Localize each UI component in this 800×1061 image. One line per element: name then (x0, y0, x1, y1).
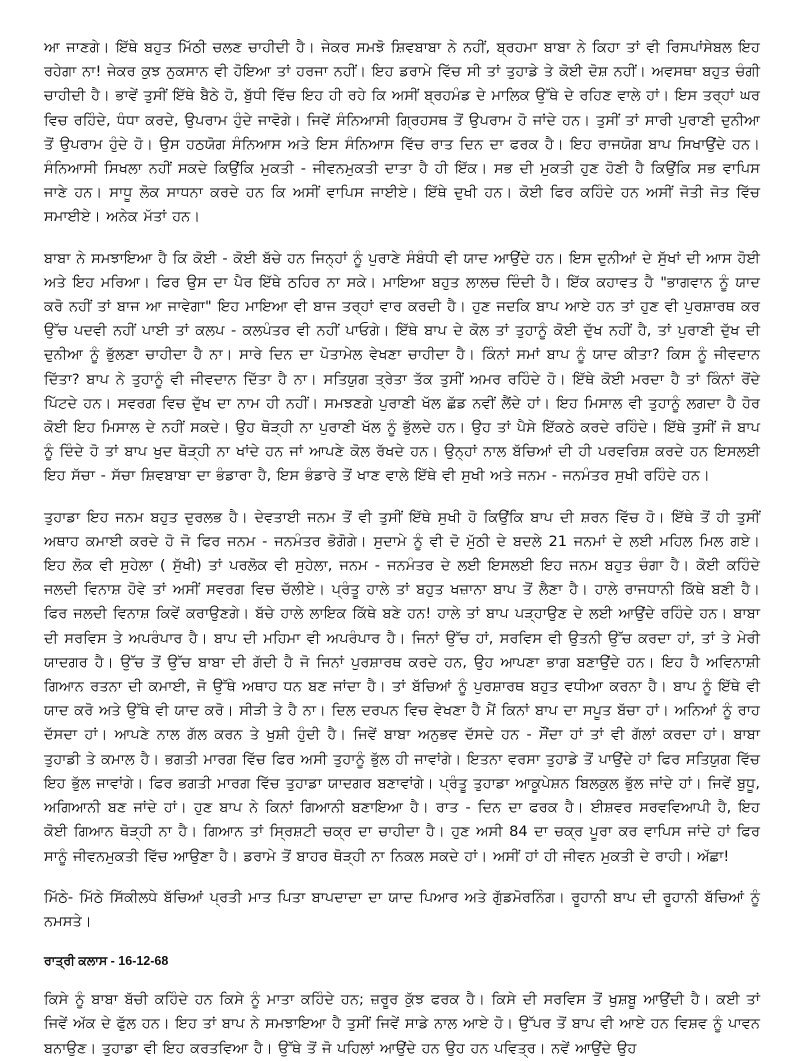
closing-greeting: ਮਿੱਠੇ- ਮਿੱਠੇ ਸਿੱਕੀਲਧੇ ਬੱਚਿਆਂ ਪ੍ਰਤੀ ਮਾਤ ਪਿਤਾ ਬਾਪਦਾਦਾ ਦਾ ਯਾਦ ਪਿਆਰ ਅਤੇ ਗੁੱਡਮੋਰਨਿੰਗ। ਰੂਹਾਨੀ ਬਾਪ ਦੀ ਰੂਹਾਨੀ ਬੱਚਿਆਂ ਨੂੰ ਨਮਸਤੇ। (44, 888, 760, 930)
paragraph-2: ਬਾਬਾ ਨੇ ਸਮਝਾਇਆ ਹੈ ਕਿ ਕੋਈ - ਕੋਈ ਬੱਚੇ ਹਨ ਜਿਨ੍ਹਾਂ ਨੂੰ ਪੁਰਾਣੇ ਸੰਬੰਧੀ ਵੀ ਯਾਦ ਆਉਂਦੇ ਹਨ। ਇਸ ਦੁਨੀਆਂ ਦੇ ਸੁੱਖਾਂ ਦੀ ਆਸ ਹੋਈ ਅਤੇ ਇਹ ਮਰਿਆ। ਫਿਰ ਉਸ ਦਾ ਪੈਰ ਇੱਥੇ ਠਹਿਰ ਨਾ ਸਕੇ। ਮਾਇਆ ਬਹੁਤ ਲਾਲਚ ਦਿੰਦੀ ਹੈ। ਇੱਕ ਕਹਾਵਤ ਹੈ "ਭਾਗਵਾਨ ਨੂੰ ਯਾਦ ਕਰੋ ਨਹੀਂ ਤਾਂ ਬਾਜ ਆ ਜਾਵੇਗਾ" ਇਹ ਮਾਇਆ ਵੀ ਬਾਜ ਤਰ੍ਹਾਂ ਵਾਰ ਕਰਦੀ ਹੈ। ਹੁਣ ਜਦਕਿ ਬਾਪ ਆਏ ਹਨ ਤਾਂ ਹੁਣ ਵੀ ਪੁਰਸ਼ਾਰਥ ਕਰ ਉੱਚ ਪਦਵੀ ਨਹੀਂ ਪਾਈ ਤਾਂ ਕਲਪ - ਕਲਪੰਤਰ ਵੀ ਨਹੀਂ ਪਾਓਗੇ। ਇੱਥੇ ਬਾਪ ਦੇ ਕੋਲ ਤਾਂ ਤੁਹਾਨੂੰ ਕੋਈ ਦੁੱਖ ਨਹੀਂ ਹੈ, ਤਾਂ ਪੁਰਾਣੀ ਦੁੱਖ ਦੀ ਦੁਨੀਆ ਨੂੰ ਭੁੱਲਣਾ ਚਾਹੀਦਾ ਹੈ ਨਾ। ਸਾਰੇ ਦਿਨ ਦਾ ਪੋਤਾਮੇਲ ਵੇਖਣਾ ਚਾਹੀਦਾ ਹੈ। ਕਿੰਨਾਂ ਸਮਾਂ ਬਾਪ ਨੂੰ ਯਾਦ ਕੀਤਾ? ਕਿਸ ਨੂੰ ਜੀਵਦਾਨ ਦਿੱਤਾ? ਬਾਪ ਨੇ ਤੁਹਾਨੂੰ ਵੀ ਜੀਵਦਾਨ ਦਿੱਤਾ ਹੈ ਨਾ। ਸਤਿਯੁਗ ਤ੍ਰੇਤਾ ਤੱਕ ਤੁਸੀਂ ਅਮਰ ਰਹਿੰਦੇ ਹੋ। ਇੱਥੇ ਕੋਈ ਮਰਦਾ ਹੈ ਤਾਂ ਕਿੰਨਾਂ ਰੋਂਦੇ ਪਿੱਟਦੇ ਹਨ। ਸਵਰਗ ਵਿਚ ਦੁੱਖ ਦਾ ਨਾਮ ਹੀ ਨਹੀਂ। ਸਮਝਣਗੇ ਪੁਰਾਣੀ ਖੱਲ ਛੱਡ ਨਵੀਂ ਲੈਂਦੇ ਹਾਂ। ਇਹ ਮਿਸਾਲ ਵੀ ਤੁਹਾਨੂੰ ਲਗਦਾ ਹੈ ਹੋਰ ਕੋਈ ਇਹ ਮਿਸਾਲ ਦੇ ਨਹੀਂ ਸਕਦੇ। ਉਹ ਥੋੜ੍ਹੀ ਨਾ ਪੁਰਾਣੀ ਖੱਲ ਨੂੰ ਭੁੱਲਦੇ ਹਨ। ਉਹ ਤਾਂ ਪੈਸੇ ਇੱਕਠੇ ਕਰਦੇ ਰਹਿੰਦੇ। ਇੱਥੇ ਤੁਸੀਂ ਜੋ ਬਾਪ ਨੂੰ ਦਿੰਦੇ ਹੋ ਤਾਂ ਬਾਪ ਖੁਦ ਥੋੜ੍ਹੀ ਨਾ ਖਾਂਦੇ ਹਨ ਜਾਂ ਆਪਣੇ ਕੋਲ ਰੱਖਦੇ ਹਨ। ਉਨ੍ਹਾਂ ਨਾਲ ਬੱਚਿਆਂ ਦੀ ਹੀ ਪਰਵਰਿਸ਼ ਕਰਦੇ ਹਨ ਇਸਲਈ ਇਹ ਸੱਚਾ - ਸੱਚਾ ਸ਼ਿਵਬਾਬਾ ਦਾ ਭੰਡਾਰਾ ਹੈ, ਇਸ ਭੰਡਾਰੇ ਤੋਂ ਖਾਣ ਵਾਲੇ ਇੱਥੇ ਵੀ ਸੁਖੀ ਅਤੇ ਜਨਮ - ਜਨਮੰਤਰ ਸੁਖੀ ਰਹਿੰਦੇ ਹਨ। (44, 249, 760, 485)
paragraph-gap (44, 230, 760, 247)
paragraph-gap (44, 869, 760, 886)
night-class-heading: ਰਾਤ੍ਰੀ ਕਲਾਸ - 16-12-68 (44, 954, 169, 969)
paragraph-3: ਤੁਹਾਡਾ ਇਹ ਜਨਮ ਬਹੁਤ ਦੁਰਲਭ ਹੈ। ਦੇਵਤਾਈ ਜਨਮ ਤੋਂ ਵੀ ਤੁਸੀਂ ਇੱਥੇ ਸੁਖੀ ਹੋ ਕਿਉਂਕਿ ਬਾਪ ਦੀ ਸ਼ਰਨ ਵਿੱਚ ਹੋ। ਇੱਥੇ ਤੋਂ ਹੀ ਤੁਸੀਂ ਅਥਾਹ ਕਮਾਈ ਕਰਦੇ ਹੋ ਜੋ ਫਿਰ ਜਨਮ - ਜਨਮੰਤਰ ਭੋਗੋਗੇ। ਸੁਦਾਮੇ ਨੂੰ ਵੀ ਦੋ ਮੁੱਠੀ ਦੇ ਬਦਲੇ 21 ਜਨਮਾਂ ਦੇ ਲਈ ਮਹਿਲ ਮਿਲ ਗਏ। ਇਹ ਲੋਕ ਵੀ ਸੁਹੇਲਾ ( ਸੁੱਖੀ) ਤਾਂ ਪਰਲੋਕ ਵੀ ਸੁਹੇਲਾ, ਜਨਮ - ਜਨਮੰਤਰ ਦੇ ਲਈ ਇਸਲਈ ਇਹ ਜਨਮ ਬਹੁਤ ਚੰਗਾ ਹੈ। ਕੋਈ ਕਹਿੰਦੇ ਜਲਦੀ ਵਿਨਾਸ਼ ਹੋਵੇ ਤਾਂ ਅਸੀਂ ਸਵਰਗ ਵਿਚ ਚੱਲੀਏ। ਪ੍ਰੰਤੂ ਹਾਲੇ ਤਾਂ ਬਹੁਤ ਖਜ਼ਾਨਾ ਬਾਪ ਤੋਂ ਲੈਣਾ ਹੈ। ਹਾਲੇ ਰਾਜਧਾਨੀ ਕਿੱਥੇ ਬਣੀ ਹੈ। ਫਿਰ ਜਲਦੀ ਵਿਨਾਸ਼ ਕਿਵੇਂ ਕਰਾਉਣਗੇ। ਬੱਚੇ ਹਾਲੇ ਲਾਇਕ ਕਿੱਥੇ ਬਣੇ ਹਨ! ਹਾਲੇ ਤਾਂ ਬਾਪ ਪੜ੍ਹਾਉਣ ਦੇ ਲਈ ਆਉਂਦੇ ਰਹਿੰਦੇ ਹਨ। ਬਾਬਾ ਦੀ ਸਰਵਿਸ ਤੇ ਅਪਰੰਪਾਰ ਹੈ। ਬਾਪ ਦੀ ਮਹਿਮਾ ਵੀ ਅਪਰੰਪਾਰ ਹੈ। ਜਿਨਾਂ ਉੱਚ ਹਾਂ, ਸਰਵਿਸ ਵੀ ਉਤਨੀ ਉੱਚ ਕਰਦਾ ਹਾਂ, ਤਾਂ ਤੇ ਮੇਰੀ ਯਾਦਗਰ ਹੈ। ਉੱਚ ਤੋਂ ਉੱਚ ਬਾਬਾ ਦੀ ਗੱਦੀ ਹੈ ਜੋ ਜਿਨਾਂ ਪੁਰਸ਼ਾਰਥ ਕਰਦੇ ਹਨ, ਉਹ ਆਪਣਾ ਭਾਗ ਬਣਾਉਂਦੇ ਹਨ। ਇਹ ਹੈ ਅਵਿਨਾਸ਼ੀ ਗਿਆਨ ਰਤਨਾ ਦੀ ਕਮਾਈ, ਜੋ ਉੱਥੇ ਅਥਾਹ ਧਨ ਬਣ ਜਾਂਦਾ ਹੈ। ਤਾਂ ਬੱਚਿਆਂ ਨੂੰ ਪੁਰਸ਼ਾਰਥ ਬਹੁਤ ਵਧੀਆ ਕਰਨਾ ਹੈ। ਬਾਪ ਨੂੰ ਇੱਥੇ ਵੀ ਯਾਦ ਕਰੋ ਅਤੇ ਉੱਥੇ ਵੀ ਯਾਦ ਕਰੋ। ਸੀੜੀ ਤੇ ਹੈ ਨਾ। ਦਿਲ ਦਰਪਨ ਵਿਚ ਵੇਖਣਾ ਹੈ ਮੈਂ ਕਿਨਾਂ ਬਾਪ ਦਾ ਸਪੂਤ ਬੱਚਾ ਹਾਂ। ਅਨਿਆਂ ਨੂੰ ਰਾਹ ਦੱਸਦਾ ਹਾਂ। ਆਪਣੇ ਨਾਲ ਗੱਲ ਕਰਨ ਤੇ ਖੁਸ਼ੀ ਹੁੰਦੀ ਹੈ। ਜਿਵੇਂ ਬਾਬਾ ਅਨੁਭਵ ਦੱਸਦੇ ਹਨ - ਸੌਂਦਾ ਹਾਂ ਤਾਂ ਵੀ ਗੱਲਾਂ ਕਰਦਾ ਹਾਂ। ਬਾਬਾ ਤੁਹਾਡੀ ਤੇ ਕਮਾਲ ਹੈ। ਭਗਤੀ ਮਾਰਗ ਵਿੱਚ ਫਿਰ ਅਸੀ ਤੁਹਾਨੂੰ ਭੁੱਲ ਹੀ ਜਾਵਾਂਗੇ। ਇਤਨਾ ਵਰਸਾ ਤੁਹਾਡੇ ਤੋਂ ਪਾਉਂਦੇ ਹਾਂ ਫਿਰ ਸਤਿਯੁਗ ਵਿੱਚ ਇਹ ਭੁੱਲ ਜਾਵਾਂਗੇ। ਫਿਰ ਭਗਤੀ ਮਾਰਗ ਵਿੱਚ ਤੁਹਾਡਾ ਯਾਦਗਰ ਬਣਾਵਾਂਗੇ। ਪ੍ਰੰਤੂ ਤੁਹਾਡਾ ਆਕੂਪੇਸ਼ਨ ਬਿਲਕੁਲ ਭੁੱਲ ਜਾਂਦੇ ਹਾਂ। ਜਿਵੇਂ ਬੁਧੂ, ਅਗਿਆਨੀ ਬਣ ਜਾਂਦੇ ਹਾਂ। ਹੁਣ ਬਾਪ ਨੇ ਕਿਨਾਂ ਗਿਆਨੀ ਬਣਾਇਆ ਹੈ। ਰਾਤ - ਦਿਨ ਦਾ ਫਰਕ ਹੈ। ਈਸ਼ਵਰ ਸਰਵਵਿਆਪੀ ਹੈ, ਇਹ ਕੋਈ ਗਿਆਨ ਥੋੜ੍ਹੀ ਨਾ ਹੈ। ਗਿਆਨ ਤਾਂ ਸ੍ਰਿਸ਼ਟੀ ਚਕ੍ਰ ਦਾ ਚਾਹੀਦਾ ਹੈ। ਹੁਣ ਅਸੀ 84 ਦਾ ਚਕ੍ਰ ਪੂਰਾ ਕਰ ਵਾਪਿਸ ਜਾਂਦੇ ਹਾਂ ਫਿਰ ਸਾਨੂੰ ਜੀਵਨਮੁਕਤੀ ਵਿੱਚ ਆਉਣਾ ਹੈ। ਡਰਾਮੇ ਤੋਂ ਬਾਹਰ ਥੋੜ੍ਹੀ ਨਾ ਨਿਕਲ ਸਕਦੇ ਹਾਂ। ਅਸੀਂ ਹਾਂ ਹੀ ਜੀਵਨ ਮੁਕਤੀ ਦੇ ਰਾਹੀ। ਅੱਛਾ! (44, 508, 760, 865)
paragraph-gap (44, 971, 760, 988)
night-class-paragraph: ਕਿਸੇ ਨੂੰ ਬਾਬਾ ਬੱਚੀ ਕਹਿੰਦੇ ਹਨ ਕਿਸੇ ਨੂੰ ਮਾਤਾ ਕਹਿੰਦੇ ਹਨ; ਜ਼ਰੂਰ ਕੁੱਝ ਫਰਕ ਹੈ। ਕਿਸੇ ਦੀ ਸਰਵਿਸ ਤੋਂ ਖੁਸ਼ਬੂ ਆਉਂਦੀ ਹੈ। ਕਈ ਤਾਂ ਜਿਵੇਂ ਅੱਕ ਦੇ ਫੁੱਲ ਹਨ। ਇਹ ਤਾਂ ਬਾਪ ਨੇ ਸਮਝਾਇਆ ਹੈ ਤੁਸੀਂ ਜਿਵੇਂ ਸਾਡੇ ਨਾਲ ਆਏ ਹੋ। ਉੱਪਰ ਤੋਂ ਬਾਪ ਵੀ ਆਏ ਹਨ ਵਿਸ਼ਵ ਨੂੰ ਪਾਵਨ ਬਨਾਉਣ। ਤੁਹਾਡਾ ਵੀ ਇਹ ਕਰਤਵਿਆ ਹੈ। ਉੱਥੇ ਤੋਂ ਜੋ ਪਹਿਲਾਂ ਆਉਂਦੇ ਹਨ ਉਹ ਹਨ ਪਵਿਤ੍ਰ। ਨਵੇਂ ਆਉਂਦੇ ਉਹ (44, 991, 760, 1057)
paragraph-gap (44, 934, 760, 951)
paragraph-gap (44, 489, 760, 506)
document-page (44, 36, 760, 1057)
paragraph-1: ਆ ਜਾਣਗੇ। ਇੱਥੇ ਬਹੁਤ ਮਿੱਠੀ ਚਲਣ ਚਾਹੀਦੀ ਹੈ। ਜੇਕਰ ਸਮਝੋ ਸ਼ਿਵਬਾਬਾ ਨੇ ਨਹੀਂ, ਬ੍ਰਹਮਾ ਬਾਬਾ ਨੇ ਕਿਹਾ ਤਾਂ ਵੀ ਰਿਸਪਾਂਸੇਬਲ ਇਹ ਰਹੇਗਾ ਨਾ! ਜੇਕਰ ਕੁਝ ਨੁਕਸਾਨ ਵੀ ਹੋਇਆ ਤਾਂ ਹਰਜਾ ਨਹੀਂ। ਇਹ ਡਰਾਮੇ ਵਿੱਚ ਸੀ ਤਾਂ ਤੁਹਾਡੇ ਤੇ ਕੋਈ ਦੋਸ਼ ਨਹੀਂ। ਅਵਸਥਾ ਬਹੁਤ ਚੰਗੀ ਚਾਹੀਦੀ ਹੈ। ਭਾਵੇਂ ਤੁਸੀਂ ਇੱਥੇ ਬੈਠੇ ਹੋ, ਬੁੱਧੀ ਵਿੱਚ ਇਹ ਹੀ ਰਹੇ ਕਿ ਅਸੀਂ ਬ੍ਰਹਮੰਡ ਦੇ ਮਾਲਿਕ ਉੱਥੇ ਦੇ ਰਹਿਣ ਵਾਲੇ ਹਾਂ। ਇਸ ਤਰ੍ਹਾਂ ਘਰ ਵਿਚ ਰਹਿੰਦੇ, ਧੰਧਾ ਕਰਦੇ, ਉਪਰਾਮ ਹੁੰਦੇ ਜਾਵੋਗੇ। ਜਿਵੇਂ ਸੰਨਿਆਸੀ ਗ੍ਰਿਹਸਥ ਤੋਂ ਉਪਰਾਮ ਹੋ ਜਾਂਦੇ ਹਨ। ਤੁਸੀਂ ਤਾਂ ਸਾਰੀ ਪੁਰਾਣੀ ਦੁਨੀਆ ਤੋਂ ਉਪਰਾਮ ਹੁੰਦੇ ਹੋ। ਉਸ ਹਠਯੋਗ ਸੰਨਿਆਸ ਅਤੇ ਇਸ ਸੰਨਿਆਸ ਵਿੱਚ ਰਾਤ ਦਿਨ ਦਾ ਫਰਕ ਹੈ। ਇਹ ਰਾਜਯੋਗ ਬਾਪ ਸਿਖਾਉਂਦੇ ਹਨ। ਸੰਨਿਆਸੀ ਸਿਖਲਾ ਨਹੀਂ ਸਕਦੇ ਕਿਉਂਕਿ ਮੁਕਤੀ - ਜੀਵਨਮੁਕਤੀ ਦਾਤਾ ਹੈ ਹੀ ਇੱਕ। ਸਭ ਦੀ ਮੁਕਤੀ ਹੁਣ ਹੋਣੀ ਹੈ ਕਿਉਂਕਿ ਸਭ ਵਾਪਿਸ ਜਾਣੇ ਹਨ। ਸਾਧੂ ਲੋਕ ਸਾਧਨਾ ਕਰਦੇ ਹਨ ਕਿ ਅਸੀਂ ਵਾਪਿਸ ਜਾਈਏ। ਇੱਥੇ ਦੁਖੀ ਹਨ। ਕੋਈ ਫਿਰ ਕਹਿੰਦੇ ਹਨ ਅਸੀਂ ਜੋਤੀ ਜੋਤ ਵਿੱਚ ਸਮਾਈਏ। ਅਨੇਕ ਮੱਤਾਂ ਹਨ। (44, 39, 760, 226)
